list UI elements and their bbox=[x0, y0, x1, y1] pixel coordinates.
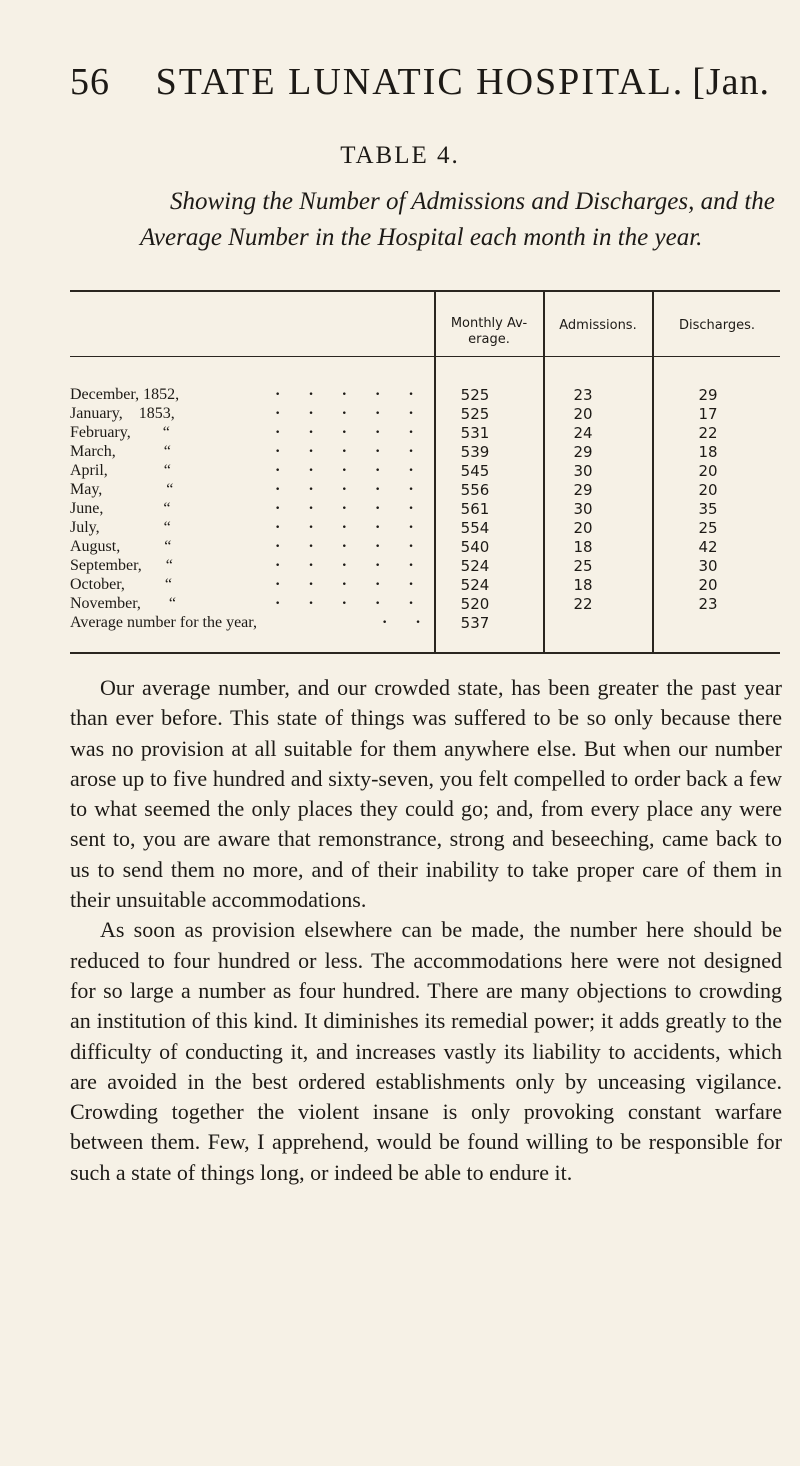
table-row bbox=[70, 538, 770, 557]
column-header-admissions-text: Admissions. bbox=[559, 318, 637, 333]
table-row bbox=[70, 576, 770, 595]
row-discharges: 18 bbox=[698, 443, 718, 461]
page-header-title: STATE LUNATIC HOSPITAL. bbox=[155, 61, 685, 103]
row-admissions: 25 bbox=[573, 557, 593, 575]
row-label: September, “ bbox=[70, 557, 173, 574]
row-admissions: 20 bbox=[573, 519, 593, 537]
row-average: 556 bbox=[460, 481, 490, 499]
row-label: January, 1853, bbox=[70, 405, 175, 422]
leader-dots: · · · · · bbox=[275, 386, 426, 403]
table-bottom-rule bbox=[70, 652, 780, 654]
row-label: April, “ bbox=[70, 462, 171, 479]
row-label: July, “ bbox=[70, 519, 171, 536]
row-discharges: 20 bbox=[698, 481, 718, 499]
table-row bbox=[70, 405, 770, 424]
caption-line-1: Showing the Number of Admissions and Discharges, and the bbox=[170, 188, 775, 215]
leader-dots: · · · · · bbox=[275, 462, 426, 479]
leader-dots: · · · · · bbox=[275, 500, 426, 517]
row-label: October, “ bbox=[70, 576, 172, 593]
row-label: November, “ bbox=[70, 595, 176, 612]
leader-dots: · · · · · bbox=[275, 576, 426, 593]
page-number: 56 bbox=[70, 61, 110, 103]
row-admissions: 22 bbox=[573, 595, 593, 613]
table-row bbox=[70, 519, 770, 538]
row-admissions: 20 bbox=[573, 405, 593, 423]
row-admissions: 18 bbox=[573, 538, 593, 556]
leader-dots: · · · · · bbox=[275, 557, 426, 574]
row-average: 525 bbox=[460, 386, 490, 404]
leader-dots: · · bbox=[382, 614, 433, 631]
caption-line-2: Average Number in the Hospital each month in the year. bbox=[140, 224, 703, 251]
row-admissions: 18 bbox=[573, 576, 593, 594]
row-label: May, “ bbox=[70, 481, 174, 498]
table-row bbox=[70, 500, 770, 519]
row-discharges: 42 bbox=[698, 538, 718, 556]
summary-label: Average number for the year, bbox=[70, 614, 257, 631]
row-discharges: 29 bbox=[698, 386, 718, 404]
leader-dots: · · · · · bbox=[275, 405, 426, 422]
row-label: June, “ bbox=[70, 500, 171, 517]
row-discharges: 25 bbox=[698, 519, 718, 537]
row-discharges: 22 bbox=[698, 424, 718, 442]
table-row bbox=[70, 481, 770, 500]
row-admissions: 23 bbox=[573, 386, 593, 404]
leader-dots: · · · · · bbox=[275, 595, 426, 612]
table-header-rule bbox=[70, 356, 780, 357]
row-average: 539 bbox=[460, 443, 490, 461]
row-average: 531 bbox=[460, 424, 490, 442]
row-average: 524 bbox=[460, 557, 490, 575]
table-row bbox=[70, 443, 770, 462]
row-average: 540 bbox=[460, 538, 490, 556]
header-month: [Jan. bbox=[692, 61, 770, 103]
column-header-average bbox=[436, 316, 542, 348]
leader-dots: · · · · · bbox=[275, 481, 426, 498]
body-text bbox=[70, 673, 782, 1188]
table-row bbox=[70, 386, 770, 405]
row-average: 525 bbox=[460, 405, 490, 423]
row-label: March, “ bbox=[70, 443, 171, 460]
row-label: February, “ bbox=[70, 424, 170, 441]
row-discharges: 23 bbox=[698, 595, 718, 613]
column-header-discharges-text: Discharges. bbox=[678, 318, 756, 333]
row-admissions: 30 bbox=[573, 500, 593, 518]
row-admissions: 29 bbox=[573, 481, 593, 499]
row-admissions: 24 bbox=[573, 424, 593, 442]
row-label: December, 1852, bbox=[70, 386, 180, 403]
row-discharges: 20 bbox=[698, 576, 718, 594]
table-row bbox=[70, 462, 770, 481]
row-discharges: 17 bbox=[698, 405, 718, 423]
row-discharges: 20 bbox=[698, 462, 718, 480]
leader-dots: · · · · · bbox=[275, 519, 426, 536]
leader-dots: · · · · · bbox=[275, 443, 426, 460]
column-header-average-text: Monthly Av- erage. bbox=[450, 316, 528, 347]
table-label: TABLE 4. bbox=[340, 142, 460, 169]
table-row bbox=[70, 424, 770, 443]
row-average: 545 bbox=[460, 462, 490, 480]
row-average: 561 bbox=[460, 500, 490, 518]
paragraph-1: Our average number, and our crowded state, has been greater the past year than ever before. This state of things was suffered to be so only because there was no provision at all suitable for them anywhere else. But when our number arose up to five hundred and sixty-seven, you felt compelled to order back a few to what seemed the only places they could go; and, from every place any were sent to, you are aware that remonstrance, strong and beseeching, came back to us to send them no more, and of their inability to take proper care of them in their unsuitable accommodations. bbox=[70, 675, 782, 913]
table-row bbox=[70, 595, 770, 614]
row-average: 520 bbox=[460, 595, 490, 613]
row-admissions: 29 bbox=[573, 443, 593, 461]
summary-average: 537 bbox=[460, 614, 490, 632]
row-average: 554 bbox=[460, 519, 490, 537]
table-top-rule bbox=[70, 290, 780, 292]
row-average: 524 bbox=[460, 576, 490, 594]
row-label: August, “ bbox=[70, 538, 172, 555]
leader-dots: · · · · · bbox=[275, 538, 426, 555]
leader-dots: · · · · · bbox=[275, 424, 426, 441]
row-discharges: 30 bbox=[698, 557, 718, 575]
table-row bbox=[70, 557, 770, 576]
table-caption bbox=[140, 184, 780, 256]
paragraph-2: As soon as provision elsewhere can be made, the number here should be reduced to four hundred or less. The accommodations here were not designed for so large a number as four hundred. There are many objections to crowding an institution of this kind. It diminishes its remedial power; it adds greatly to the difficulty of conducting it, and increases vastly its liability to accidents, which are avoided in the best ordered establishments only by unceasing vigilance. Crowding together the violent insane is only provoking constant warfare between them. Few, I apprehend, would be found willing to be responsible for such a state of things long, or indeed be able to endure it. bbox=[70, 917, 782, 1185]
column-header-discharges bbox=[654, 318, 780, 334]
column-header-admissions bbox=[545, 318, 651, 334]
table-summary-row bbox=[70, 614, 770, 633]
row-discharges: 35 bbox=[698, 500, 718, 518]
running-head bbox=[70, 60, 770, 110]
row-admissions: 30 bbox=[573, 462, 593, 480]
